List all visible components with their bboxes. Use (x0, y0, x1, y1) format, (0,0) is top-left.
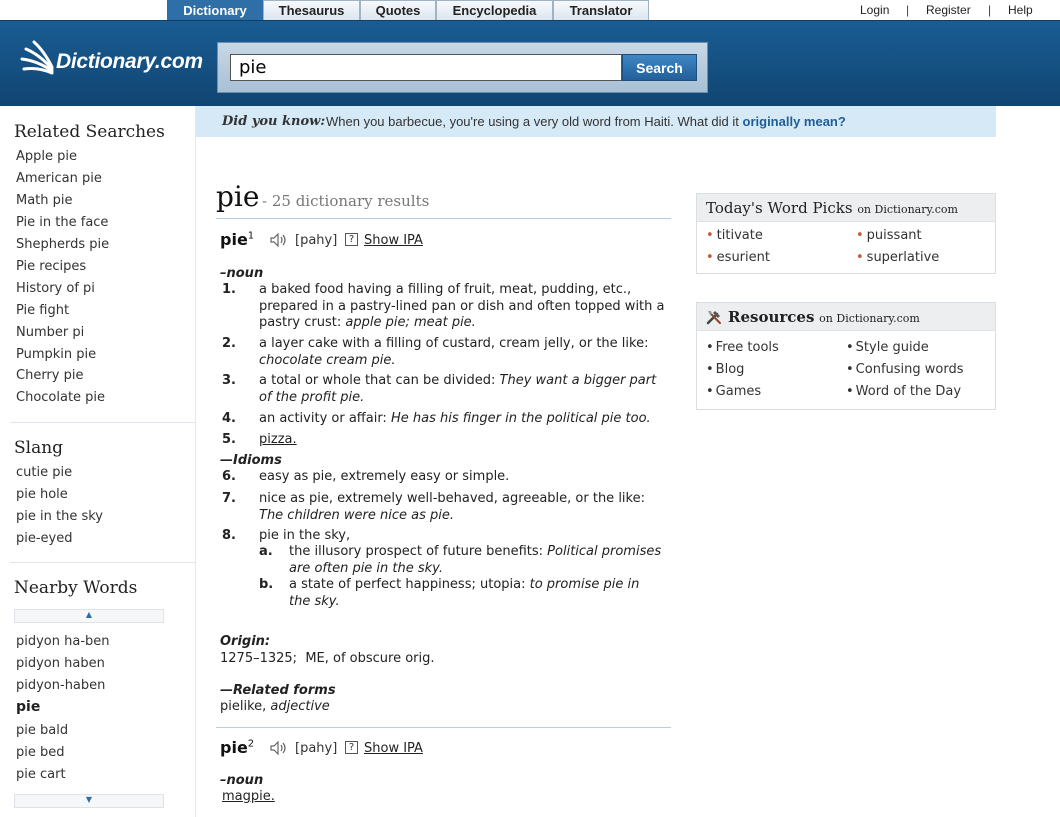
word-pick-item[interactable] (706, 228, 763, 243)
site-logo[interactable] (18, 39, 203, 83)
related-search-item[interactable]: Apple pie (16, 149, 78, 164)
nearby-word-item[interactable]: pidyon ha-ben (16, 634, 110, 649)
definition-example: He has his finger in the political pie too. (390, 411, 651, 426)
resource-text: Free tools (715, 340, 779, 355)
definition-number: 7. (222, 491, 236, 506)
definition-text (259, 282, 671, 332)
definition-text (259, 411, 679, 428)
definition-number: 6. (222, 469, 236, 484)
word-pick-text: puissant (866, 228, 922, 243)
help-icon[interactable]: ? (345, 233, 358, 246)
search-box (217, 42, 708, 93)
related-search-item[interactable]: Math pie (16, 193, 73, 208)
entry-divider (216, 218, 671, 219)
slang-item[interactable]: pie-eyed (16, 531, 73, 546)
bullet-icon: • (846, 362, 854, 377)
nearby-word-item[interactable]: pie bald (16, 723, 69, 738)
tab-dictionary[interactable]: Dictionary (167, 0, 263, 20)
related-search-item[interactable]: Cherry pie (16, 368, 84, 383)
idiom-text: easy as pie, extremely easy or simple. (259, 469, 510, 484)
resource-link[interactable] (846, 362, 964, 377)
definition-example: chocolate cream pie. (259, 352, 396, 368)
related-search-item[interactable]: Pie recipes (16, 259, 87, 274)
bullet-icon: • (706, 384, 714, 399)
show-ipa-link[interactable]: Show IPA (364, 233, 423, 248)
entry-divider (216, 727, 671, 728)
scroll-up-button[interactable]: ▲ (14, 609, 164, 623)
definition-body: a layer cake with a filling of custard, cream jelly, or the like: (259, 336, 649, 351)
bullet-icon: • (856, 250, 864, 265)
subdefinition-text (289, 544, 674, 577)
definition-number: 1. (222, 282, 236, 297)
subdefinition-text (289, 577, 661, 610)
related-form-word: pielike, (220, 699, 271, 714)
sidebar-divider (10, 562, 196, 563)
part-of-speech: –noun (220, 266, 264, 281)
bullet-icon: • (846, 340, 854, 355)
entry-superscript: 2 (247, 738, 255, 750)
sunburst-icon (18, 39, 58, 83)
word-pick-item[interactable] (856, 250, 939, 265)
tools-icon (705, 308, 723, 326)
entry-word-text: pie (220, 230, 248, 249)
related-search-item[interactable]: History of pi (16, 281, 95, 296)
help-link[interactable]: Help (1008, 3, 1033, 17)
resource-text: Games (715, 384, 762, 399)
idiom-example: The children were nice as pie. (259, 507, 454, 523)
part-of-speech: –noun (220, 773, 264, 788)
nearby-word-item[interactable]: pidyon-haben (16, 678, 106, 693)
resource-text: Style guide (855, 340, 929, 355)
nearby-words-heading: Nearby Words (14, 578, 138, 598)
bullet-icon: • (706, 340, 714, 355)
did-you-know-body: When you barbecue, you're using a very old word from Haiti. What did it (326, 114, 743, 129)
subdefinition-example: Political promises are often pie in the sky. (289, 544, 662, 576)
resource-text: Confusing words (855, 362, 964, 377)
tab-translator[interactable]: Translator (553, 0, 649, 20)
related-search-item[interactable]: American pie (16, 171, 102, 186)
resource-text: Word of the Day (855, 384, 962, 399)
pronunciation: [pahy] (295, 741, 338, 756)
word-picks-header (697, 194, 995, 222)
definition-number: 2. (222, 336, 236, 351)
magpie-link[interactable]: magpie. (222, 789, 275, 804)
did-you-know-text (326, 106, 846, 137)
originally-mean-link[interactable]: originally mean? (742, 114, 846, 129)
definition-number: 5. (222, 432, 236, 447)
bullet-icon: • (706, 362, 714, 377)
entry-superscript: 1 (247, 230, 255, 242)
nearby-word-current: pie (16, 699, 41, 715)
nav-separator: | (906, 3, 910, 17)
definition-body: a total or whole that can be divided: (259, 373, 500, 388)
search-input[interactable] (230, 54, 622, 81)
resource-link[interactable] (706, 362, 744, 377)
related-search-item[interactable]: Pie in the face (16, 215, 109, 230)
tab-thesaurus[interactable]: Thesaurus (263, 0, 360, 20)
tab-encyclopedia[interactable]: Encyclopedia (436, 0, 553, 20)
definition-body: an activity or affair: (259, 411, 391, 426)
slang-heading: Slang (14, 438, 64, 458)
did-you-know-label: Did you know: (222, 114, 326, 129)
idiom-text: pie in the sky, (259, 528, 351, 543)
resources-title-text: Resources (728, 308, 815, 326)
slang-item[interactable]: pie hole (16, 487, 68, 502)
entry-word-text: pie (220, 738, 248, 757)
slang-item[interactable]: pie in the sky (16, 509, 103, 524)
definition-number: 4. (222, 411, 236, 426)
definition-text (259, 373, 659, 406)
word-picks-title-text: Today's Word Picks (706, 199, 853, 217)
bullet-icon: • (706, 250, 714, 265)
scroll-down-button[interactable]: ▼ (14, 794, 164, 808)
related-search-item[interactable]: Chocolate pie (16, 390, 106, 405)
resources-panel (696, 302, 996, 410)
result-count: - 25 dictionary results (262, 192, 430, 210)
word-picks-panel (696, 193, 996, 274)
nav-separator: | (988, 3, 992, 17)
origin-text: 1275–1325; ME, of obscure orig. (220, 651, 435, 666)
left-sidebar (0, 106, 196, 817)
subdefinition-body: a state of perfect happiness; utopia: (289, 577, 530, 592)
definition-example: apple pie; meat pie. (345, 315, 476, 330)
login-link[interactable]: Login (860, 3, 890, 17)
related-search-item[interactable]: Number pi (16, 325, 85, 340)
slang-item[interactable]: cutie pie (16, 465, 73, 480)
idiom-body: nice as pie, extremely well-behaved, agreeable, or the like: (259, 491, 645, 506)
subdefinition-letter: a. (259, 544, 273, 559)
tab-quotes[interactable]: Quotes (360, 0, 436, 20)
logo-text: Dictionary.com (56, 50, 203, 73)
word-picks-subtitle: on Dictionary.com (857, 203, 958, 216)
entry-headword (220, 230, 254, 249)
related-search-item[interactable]: Shepherds pie (16, 237, 110, 252)
pronunciation: [pahy] (295, 233, 338, 248)
pizza-link[interactable]: pizza. (259, 432, 297, 447)
resource-link[interactable] (706, 384, 761, 399)
word-pick-item[interactable] (706, 250, 770, 265)
top-navigation (0, 0, 1060, 20)
resource-link[interactable] (706, 340, 779, 355)
definition-example: They want a bigger part of the profit pie. (259, 373, 657, 405)
definition-number: 3. (222, 373, 236, 388)
related-form-pos: adjective (270, 699, 330, 714)
related-searches-heading: Related Searches (14, 122, 165, 142)
headword: pie (216, 180, 260, 213)
register-link[interactable]: Register (926, 3, 971, 17)
word-picks-title (706, 199, 958, 217)
origin-label: Origin: (220, 634, 271, 649)
idioms-label: —Idioms (220, 453, 282, 468)
speaker-icon[interactable] (270, 741, 288, 755)
did-you-know-banner (196, 106, 996, 137)
definition-number: 8. (222, 528, 236, 543)
related-forms-label: —Related forms (220, 683, 336, 698)
subdefinition-letter: b. (259, 577, 274, 592)
resources-title (728, 308, 920, 326)
related-search-item[interactable]: Pumpkin pie (16, 347, 97, 362)
help-icon[interactable]: ? (345, 741, 358, 754)
site-header (0, 20, 1060, 106)
idiom-text (259, 491, 671, 524)
subdefinition-example: to promise pie in the sky. (289, 577, 640, 609)
bullet-icon: • (846, 384, 854, 399)
search-button[interactable]: Search (622, 54, 697, 81)
subdefinition-body: the illusory prospect of future benefits: (289, 544, 548, 559)
bullet-icon: • (706, 228, 714, 243)
definition-body: a baked food having a filling of fruit, meat, pudding, etc., prepared in a pastry-lined pan or dish and often topped with a pastry crust: (259, 282, 665, 330)
word-pick-text: esurient (716, 250, 770, 265)
word-pick-item[interactable] (856, 228, 922, 243)
nearby-word-item[interactable]: pidyon haben (16, 656, 105, 671)
show-ipa-link[interactable]: Show IPA (364, 741, 423, 756)
sidebar-divider (10, 422, 196, 423)
definition-text (259, 336, 671, 369)
nearby-word-item[interactable]: pie bed (16, 745, 65, 760)
resources-header (697, 303, 995, 331)
resource-link[interactable] (846, 384, 961, 399)
related-forms-text (220, 699, 330, 716)
bullet-icon: • (856, 228, 864, 243)
word-pick-text: titivate (716, 228, 763, 243)
resources-subtitle: on Dictionary.com (819, 312, 920, 325)
resource-text: Blog (715, 362, 745, 377)
related-search-item[interactable]: Pie fight (16, 303, 70, 318)
word-pick-text: superlative (866, 250, 940, 265)
resource-link[interactable] (846, 340, 929, 355)
entry-headword (220, 738, 254, 757)
nearby-word-item[interactable]: pie cart (16, 767, 66, 782)
speaker-icon[interactable] (270, 233, 288, 247)
